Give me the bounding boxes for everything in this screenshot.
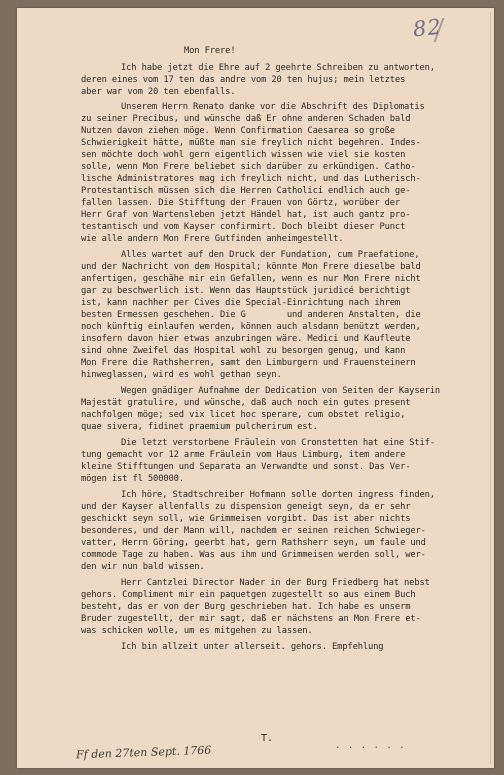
- letter-line: und der Nachricht von dem Hospital; könnte Mon Frere dieselbe bald: [81, 262, 421, 272]
- letter-line: gehors. Compliment mir ein paquetgen zugestellt so aus einem Buch: [81, 590, 416, 600]
- letter-line: besteht, das er von der Burg geschrieben hat. Ich habe es unserm: [81, 602, 411, 612]
- letter-heading: Mon Frere!: [184, 46, 236, 56]
- letter-line: insofern davon hier etwas anzubringen wäre. Medici und Kaufleute: [81, 334, 411, 344]
- letter-line: deren eines vom 17 ten das andre vom 20 ten hujus; mein letztes: [81, 75, 406, 85]
- signature-dots: . . . . . .: [335, 741, 406, 751]
- letter-line: quae sivera, fidinet praemium pulcherirum est.: [81, 422, 318, 432]
- letter-line: besten Ermessen geschehen. Die G und anderen Anstalten, die: [81, 310, 421, 320]
- letter-line: Die letzt verstorbene Fräulein von Cronstetten hat eine Stif-: [121, 438, 435, 448]
- letter-line: Nutzen davon ziehen möge. Wenn Confirmation Caesarea so große: [81, 126, 395, 136]
- letter-line: zu seiner Precibus, und wünsche daß Er ohne anderen Schaden bald: [81, 114, 411, 124]
- letter-line: Unserem Herrn Renato danke vor die Abschrift des Diplomatis: [121, 102, 425, 112]
- folio-number: 82: [411, 14, 443, 42]
- letter-line: was schicken wolle, um es mitgehen zu lassen.: [81, 626, 313, 636]
- letter-line: den wir nun bald wissen.: [81, 562, 205, 572]
- letter-line: testantisch und vom Kayser confirmirt. Doch bleibt dieser Punct: [81, 222, 406, 232]
- letter-line: commode Tage zu haben. Was aus ihm und Grimmeisen werden soll, wer-: [81, 550, 426, 560]
- letter-line: lische Administratores mag ich freylich nicht, und das Lutherisch-: [81, 174, 421, 184]
- letter-line: hinweglassen, wird es wohl gethan seyn.: [81, 370, 282, 380]
- letter-line: geschickt seyn soll, wie Grimmeisen vorgibt. Das ist aber nichts: [81, 514, 411, 524]
- letter-line: nachfolgen möge; sed vix licet hoc sperare, cum obstet religio,: [81, 410, 406, 420]
- letter-line: wie alle andern Mon Frere Gutfinden anheimgestellt.: [81, 234, 344, 244]
- signoff-initial: T.: [261, 733, 274, 744]
- letter-line: Bruder zugestellt, der mir sagt, daß er nächstens an Mon Frere et-: [81, 614, 421, 624]
- handwritten-date-note: Ff den 27ten Sept. 1766: [75, 743, 212, 762]
- letter-line: vatter, Herrn Göring, geerbt hat, gern Rathsherr seyn, um faule und: [81, 538, 426, 548]
- letter-line: gar zu beschwerlich ist. Wenn das Hauptstück juridicé berichtigt: [81, 286, 411, 296]
- letter-line: Alles wartet auf den Druck der Fundation, cum Praefatione,: [121, 250, 420, 260]
- letter-line: Ich bin allzeit unter allerseit. gehors. Empfehlung: [121, 642, 384, 652]
- letter-line: und der Kayser allenfalls zu dispension geneigt seyn, da er sehr: [81, 502, 411, 512]
- letter-line: noch künftig einlaufen werden, können auch alsdann benützt werden,: [81, 322, 421, 332]
- letter-line: besonderes, und der Mann will, nachdem er seinen reichen Schwieger-: [81, 526, 426, 536]
- letter-line: Protestantisch müssen sich die Herren Catholici endlich auch ge-: [81, 186, 411, 196]
- letter-line: Ich habe jetzt die Ehre auf 2 geehrte Schreiben zu antworten,: [121, 63, 435, 73]
- letter-line: fallen lassen. Die Stifftung der Frauen von Görtz, worüber der: [81, 198, 401, 208]
- letter-line: Herr Graf von Wartensleben jetzt Händel hat, ist auch gantz pro-: [81, 210, 411, 220]
- letter-line: Herr Cantzlei Director Nader in der Burg Friedberg hat nebst: [121, 578, 430, 588]
- letter-line: solle, wenn Mon Frere beliebet sich darüber zu erkündigen. Catho-: [81, 162, 416, 172]
- letter-line: tung gemacht vor 12 arme Fräulein vom Haus Limburg, item andere: [81, 450, 406, 460]
- letter-line: sen möchte doch wohl gern eigentlich wissen wie viel sie kosten: [81, 150, 406, 160]
- letter-line: sind ohne Zweifel das Hospital wohl zu besorgen genug, und kann: [81, 346, 406, 356]
- letter-line: Majestät gratulire, und wünsche, daß auch noch ein gutes present: [81, 398, 411, 408]
- letter-line: Mon Frere die Rathsherren, samt den Limburgern und Frauensteinern: [81, 358, 416, 368]
- letter-line: ist, kann nachher per Cives die Special-Einrichtung nach ihrem: [81, 298, 401, 308]
- letter-line: anfertigen, geschähe mir ein Gefallen, wenn es nur Mon Frere nicht: [81, 274, 421, 284]
- letter-line: aber war vom 20 ten ebenfalls.: [81, 87, 236, 97]
- letter-line: kleine Stifftungen und Separata an Verwandte und sonst. Das Ver-: [81, 462, 411, 472]
- letter-line: Ich höre, Stadtschreiber Hofmann solle dorten ingress finden,: [121, 490, 435, 500]
- letter-line: mögen ist fl 500000.: [81, 474, 184, 484]
- letter-line: Wegen gnädiger Aufnahme der Dedication von Seiten der Kayserin: [121, 386, 441, 396]
- letter-line: Schwierigkeit hätte, müßte man sie freylich nicht begehren. Indes-: [81, 138, 421, 148]
